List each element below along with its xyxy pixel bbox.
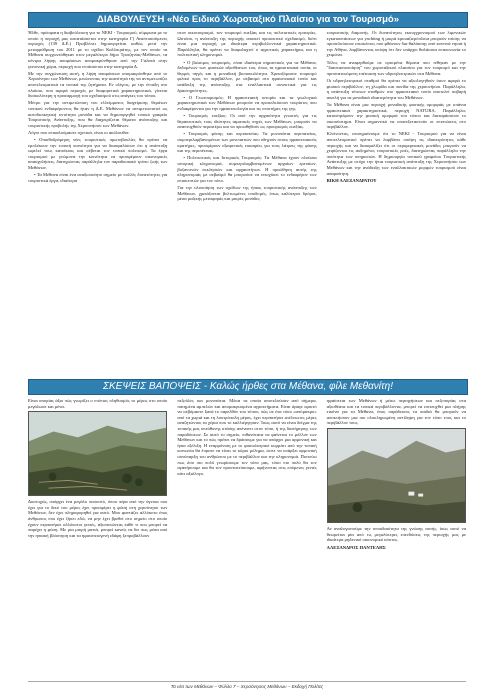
paragraph: • Πολιτιστικός και Ιστορικός Τουρισμός: Τα Μέθανα έχουν πλούσια ιστορική κληρονομιά, συμπεριλαμβανομένων αρχαίων ερειπίων, βυζαντινών εκκλησιών και αρχαιοτήτων. Η προώθηση αυτής της κληρονομιάς με σεβασμό θα μπορούσε να ενισχύσει το ενδιαφέρον των επισκεπτών για τον τόπο. (177, 155, 317, 183)
paragraph: • Τουρισμός ευεξίας: Οι από την αρχαιότητα γνωστές για τις θεραπευτικές τους ιδιότητες ιαματικές πηγές των Μεθάνων, μπορούν να αναπτυχθούν περαιτέρω και να προωθηθούν ως προορισμός ευεξίας. (177, 113, 317, 130)
paragraph: Δυστυχώς, υπάρχει ένα μεγάλο ποσοστό, όπου πέρα από την άγνοια που έχει για το δικό του μέρος έχει προσφέρει η φύση στη χερσόνησο των Μεθάνων, δεν έχει πληροφορηθεί για αυτό. Μου φαντάζει αλλόκοτο ένας άνθρωπος που έχει ζήσει εδώ, να μην έχει βρεθεί στο σημείο στο οποίο έχουν περπατήσει αλλόκοτοι γενιές, αξιοποιώντας κάθε τι που μπορεί να παρέχει η φύση. Με μια μικρή ματιά, μπορεί κανείς να δει πως μέσα από την ηπιακή βλάστηση και τα ηφαιστειογενή εδάφη ξεπροβάλλουν (28, 499, 168, 538)
paragraph: Κλείνοντας, επισημαίνουμε ότι το ΝΕΚΙ - Τουρισμού για να είναι αποτελεσματικό πρέπει να λαμβάνει υπόψη τις ιδιαιτερότητες κάθε περιοχής και να διασφαλίζει ότι οι περιφερειακές μονάδες μπορούν να χειρίζονται τις αυξημένες τουριστικές ροές, διατηρώντας παράλληλα την ποιότητα των υπηρεσιών. Η δημιουργία τοπικού γραφείου Τουριστικής Ανάπτυξης με στόχο την ήπια τουριστική ανάπτυξη της Χερσονήσου των Μεθάνων και την ανάδειξη των εναλλακτικών μορφών τουρισμού είναι απαραίτητη. (326, 131, 466, 176)
section1-col3 (327, 30, 466, 368)
volcano-view-image (328, 429, 465, 522)
paragraph: • Ο Γεωτουρισμός: Η ηφαιστειακή ιστορία και τα γεωλογικά χαρακτηριστικά των Μεθάνων μπορούν να προσελκύσουν τουρίστες που ενδιαφέρονται για την ηφαιστειολογία και τις επιστήμες της γης. (177, 94, 317, 111)
paragraph: Οι υδροηλεκτρικοί σταθμοί θα πρέπει να αξιολογηθούν όσον αφορά το φυσικό περιβάλλον, τη χλωρίδα και πανίδα της χερσονήσου. Παράλληλα, η ανάπτυξη τέτοιων σταθμών στο ηφαιστειακό τοπίο αποτελεί σοβαρή απειλή για τα μοναδικά ιδιαιτερότητα του Μεθάνων. (326, 77, 466, 100)
section2-col3 (327, 398, 466, 670)
section1-col1 (28, 30, 167, 368)
paragraph: • Ο βιώσιμος τουρισμός, είναι ιδιαίτερα σημαντικός για τα Μέθανα, δεδομένων των φυσικών αξιοθέατων του, όπως τα ηφαιστειακά τοπία, οι θερμές πηγές και η μοναδική βιοποικιλότητα. Χρειαζόμαστε τουρισμό φιλικό προς το περιβάλλον, με σεβασμό στο ηφαιστειακό τοπίο και ανάδειξη της ανάπτυξης στα εναλλακτικά συνεκτικά για τις δραστηριότητες. (177, 59, 317, 93)
paragraph: στον οικοτουρισμό, τον τουρισμό ευεξίας και τις πολιτιστικές εμπειρίες. Ωστόσο, η ανάπτυξη της περιοχής απαιτεί προσεκτικό σχεδιασμό, διότι είναι μια περιοχή με ιδιαίτερα περιβαλλοντικά χαρακτηριστικά. Παράλληλα, θα πρέπει να διαφυλαχτεί ο αγροτικός χαρακτήρας και η πολιτιστική κληρονομιά. (177, 30, 317, 58)
section2-title: ΣΚΕΨΕΙΣ ΒΑΠΟΨΕΙΣ - Καλώς ήρθες στα Μέθανα, φίλε Μεθανίτη! (28, 379, 468, 395)
paragraph: Τέλος να αναφερθούμε σε ορισμένα θέματα που τέθηκαν με την "διαστασιοποίηση" του χωροταξικού πλαισίου για τον τουρισμό και την προστατευόμενη επέκταση των υδροηλεκτρικών στα Μέθανα. (326, 59, 466, 76)
landscape-photo (28, 411, 167, 496)
section2-signature: ΑΛΕΞΑΝΔΡΟΣ ΠΑΝΤΕΛΗΣ (326, 544, 386, 550)
paragraph: Ήλθε, πρόσφατα η διαβούλευση για το ΝΕΚΙ - Τουρισμού, σύμφωνα με το οποίο η περιοχή μας κατατάσσεται στην κατηγορία Γ) Αναπτυσσόμενες περιοχές (139 Δ.Ε.) Προβλέπει δημιουργείται καθώς μετά την μεταρρύθμιση του 2011 με το σχέδιο Καλλικράτης, με τον οποίο τα Μέθανα συγχωνεύθηκαν στον μεγαλύτερο δήμο Τροιζηνίας-Μεθάνων, τα κέντρα λήψης αποφάσεων απομακρύνθηκαν από την Γαλατά στην γειτονική χώρα, περιοχή που εντάσσεται στην κατηγορία Δ. (28, 30, 168, 69)
paragraph: Τα Μέθανα είναι μια περιοχή μοναδικής φυσικής ομορφιάς με σπάνια ηφαιστειακά χαρακτηριστικά, περιοχή NATURA. Παράλληλα, καταστρέφουν την φυσική ομορφιά του τόπου και διαταράσσουν το οικοσύστημα. Είναι σημαντικό να επανεξεταστούν οι επιπτώσεις στο περιβάλλον. (326, 101, 466, 130)
section1-title: ΔΙΑΒΟΥΛΕΥΣΗ «Νέο Ειδικό Χωροταξικό Πλαίσιο για τον Τουρισμό» (28, 12, 468, 28)
paragraph: Αν αναλογιστούμε την σπουδαιότητα της γνώσης αυτής, ίσως αυτό να θεωρείται μία από τις μεγαλύτερες επενδύσεις της περιοχής μας με ιδιαίτερα μηδενικό οικονομικό κόστος. (326, 525, 466, 543)
paragraph: Μέτρο για την αντιμετώπιση του ελλείμματος διαχείρισης θεμάτων τοπικού ενδιαφέροντος θα ήταν η Δ.Ε. Μεθάνων να αντιμετωπιστεί ως αυτοδιοικητική οντότητα μονάδα και να δημιουργηθεί τοπικό γραφείο Τουριστικής Ανάπτυξης, που θα διαχειρίζεται θέματα ανάπτυξης και τουριστικής προβολής της Χερσονήσου των Μεθάνων. (28, 100, 168, 128)
page-footer: Τα νέα των Μεθάνων – Φύλλο 7 – Χερσόνησος Μεθάνων – Εκδοχή Πολίτες (28, 681, 466, 689)
paragraph: τουριστικής διαμονής. Οι δυνατότητες εκσυγχρονισμού των λιμενικών εγκαταστάσεων για yachting ή μικρά κρουαζιερόπλοια μπορούν επίσης να προσελκύσουν επισκέπτες που φθάνουν δια θαλάσσης από κοντινά νησιά ή την Αθήνα, λαμβάνοντας υπόψη ότι δεν υπάρχει θαλάσσια επικοινωνία το χειμώνα. (326, 30, 466, 58)
section1-col2 (177, 30, 316, 368)
paragraph: • Τα Μέθανα είναι ένα αναξιοποίητο σημείο με πολλές δυνατότητες για τουριστικά έργα, ιδιαίτερα (28, 172, 168, 183)
paragraph: Με την συγχώνευση αυτή, η λήψη αποφάσεων απομακρύνθηκε από το Χερσόνησο των Μεθάνων, μειώνοντας την ικανότητά της να αντιμετωπίζει αποτελεσματικά τα τοπικά της ζητήματα. Εν ολίγοις, με την ένταξη στο πλαίσιο, που αφορά περιοχές με διαφορετικά χαρακτηριστικά, γίνεται δυσκολότερη η προσαρμογή του σχεδιασμού στις ανάγκες του τόπου. (28, 70, 168, 99)
landscape-photo-image (29, 412, 166, 495)
section1-signature: ΒΙΚΗ ΑΛΕΞΑΝΔΡΑΤΟΥ (326, 178, 377, 184)
paragraph: πεζούλες και μονοπάτια. Μέσα τα οποία αποτελούσαν από σήμερα, πατημένα αμπελών και απομακρυσμένα αγροκτήματα. Είναι άραγε εφικτό να σεβόμαστε ξανά το παρελθόν του τόπου, πώς σε ένα τόσο «απόμακρο» από τα χωριά και τη λουτρόπολη μέρος, έχει περπατήσει ατέλειωτες μέρες αναζητώντας τα χέρια που το καλλιέργησαν. Ίσως αυτό να είναι δείγμα της τοπικής μας υπεύθυνης στάσης απέναντι στον τόπο, ή της διατήρησης των παραδόσεων. Σε αυτό το σημείο, πιθανότατα να φαίνεται το μέλλον των Μεθάνων και το πώς πρέπει να δράσουμε για να υπάρχει μια αρμονική και ήπια εξέλιξη. Η εναρμόνιση με το φυσιολατρικό κομμάτι από την τοπική κοινωνία θα έπρεπε να είναι το κύριο μέλημα, ώστε να υπάρξει αρμονική συνύπαρξη του ανθρώπου με το περιβάλλον και την κληρονομιά. Πιστεύω πως όσο πιο πολύ γνωρίσουμε τον τόπο μας, τόσο πιο πολύ θα τον αγαπήσουμε και θα τον προστατεύσουμε, αφήνοντας στις επόμενες γενιές κάτι αξιόλογο. (177, 398, 317, 476)
paragraph: Λόγοι που επικαλούμαστε σχετικά, είναι οι ακόλουθοι: (28, 129, 130, 135)
paragraph: Για την υλοποίηση των σχεδίων της ήπιας τουριστικής ανάπτυξης των Μεθάνων, χρειάζονται βελτιωμένες υποδομές, όπως καλύτεροι δρόμοι, μέσα μαζικής μεταφοράς και μικρές μονάδες (177, 185, 317, 202)
volcano-view-photo (327, 428, 466, 523)
section2-col2 (177, 398, 316, 670)
paragraph: Είναι απορίας άξιο πώς γνωρίζει ο ντόπιος πληθυσμός το μέρος στο οποίο μεγάλωσε και μένει. (28, 398, 168, 409)
paragraph: • Τουρισμός φύσης και περιπατείας: Τα μονοπάτια περιπατείας, συμπεριλαμβανομένων των μονοπατιών που οδηγούν στους ηφαιστειακούς κρατήρες, προσφέρουν εξαιρετικές ευκαιρίες για τους λάτρεις της φύσης και της περιπέτειας. (177, 131, 317, 154)
section1-columns (28, 30, 466, 368)
section2-columns (28, 398, 466, 670)
section2-col1 (28, 398, 167, 670)
paragraph: • Οπισθοδρόμηση νέες τουριστικές πρωτοβουλίες θα πρέπει να εμπλέκουν την τοπική κοινότητα για να διασφαλίσουν ότι η ανάπτυξη ωφελεί τους κατοίκους και σέβεται τον τοπικό πολιτισμό. Τα έργα τουρισμού με γνώμονα την κοινότητα να προσφέρουν οικονομικές απασχολήσεις, διατηρώντας παράλληλα τον παραδοσιακό τρόπο ζωής των Μεθάνων. (28, 137, 168, 171)
paragraph: ηφαίστεια των Μεθάνων ή μέσω περιηγήσεων και πεζοπορίας στα αξιοθέατα και τα τοπικά περιβάλλοντα, μπορεί να επιτευχθεί μια πλήρης εικόνα για τα Μέθανα, ένας παράδεισος τα παιδιά θα μπορούν να αποκτήσουν μια πιο ολοκληρωμένη αντίληψη για τον τόπο τους και το περιβάλλον τους. (326, 398, 466, 426)
